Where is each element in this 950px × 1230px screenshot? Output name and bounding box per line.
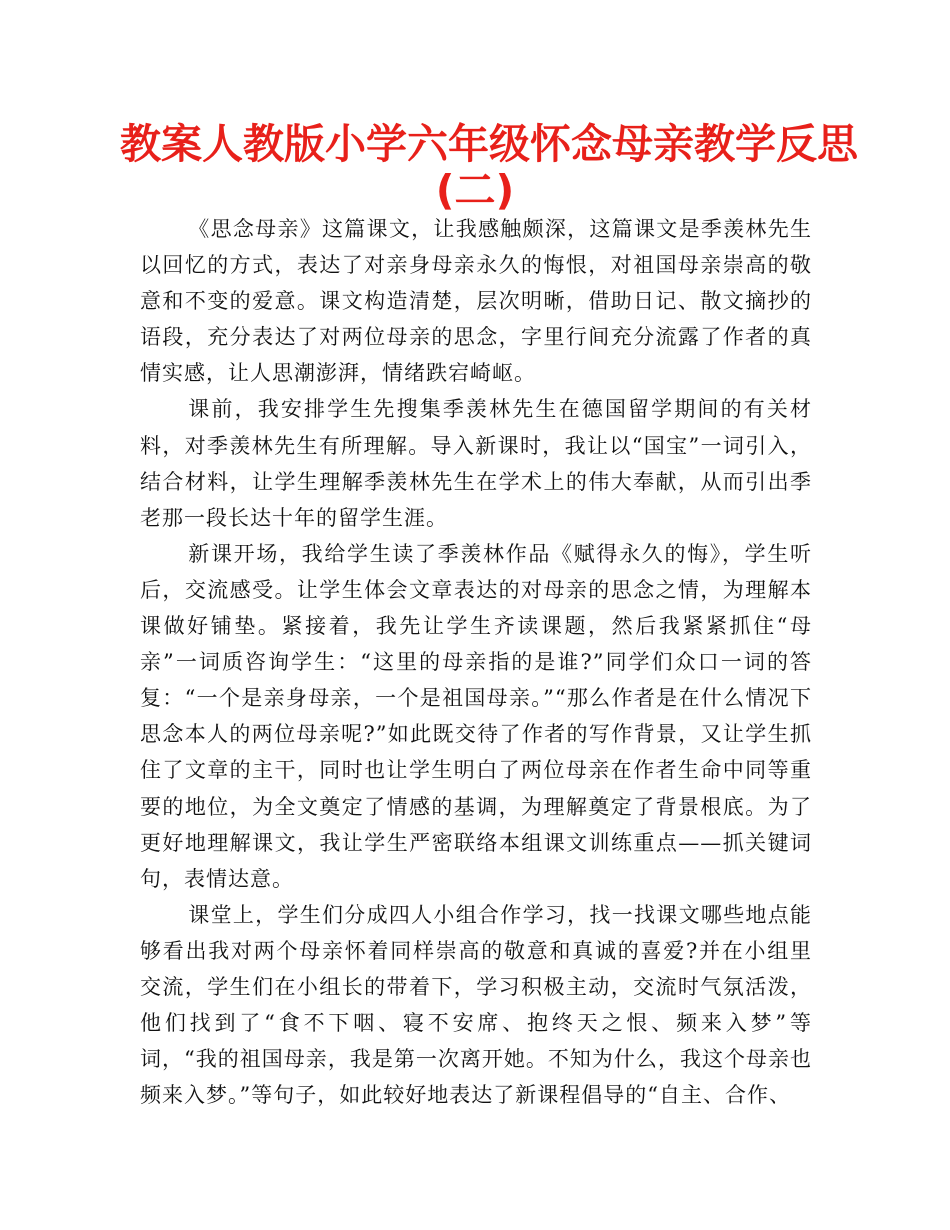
paragraph-3: 新课开场，我给学生读了季羡林作品《赋得永久的悔》，学生听后，交流感受。让学生体会文章表达的对母亲的思念之情，为理解本课做好铺垫。紧接着，我先让学生齐读课题，然后我紧紧抓住“母亲”一词质咨询学生：“这里的母亲指的是谁?”同学们众口一词的答复：“一个是亲身母亲，一个是祖国母亲。”“那么作者是在什么情况下思念本人的两位母亲呢?”如此既交待了作者的写作背景，又让学生抓住了文章的主干，同时也让学生明白了两位母亲在作者生命中同等重要的地位，为全文奠定了情感的基调，为理解奠定了背景根底。为了更好地理解课文，我让学生严密联络本组课文训练重点——抓关键词句，表情达意。: [140, 541, 812, 891]
document-body: [140, 211, 812, 1113]
document-title-line1: 教案人教版小学六年级怀念母亲教学反思: [120, 120, 858, 168]
paragraph-4: 课堂上，学生们分成四人小组合作学习，找一找课文哪些地点能够看出我对两个母亲怀着同样崇高的敬意和真诚的喜爱?并在小组里交流，学生们在小组长的带着下，学习积极主动，交流时气氛活泼，他们找到了“食不下咽、寝不安席、抱终天之恨、频来入梦”等词，“我的祖国母亲，我是第一次离开她。不知为什么，我这个母亲也频来入梦。”等句子，如此较好地表达了新课程倡导的“自主、合作、: [140, 902, 812, 1108]
paragraph-1: 《思念母亲》这篇课文，让我感触颇深，这篇课文是季羡林先生以回忆的方式，表达了对亲身母亲永久的悔恨，对祖国母亲崇高的敬意和不变的爱意。课文构造清楚，层次明晰，借助日记、散文摘抄的语段，充分表达了对两位母亲的思念，字里行间充分流露了作者的真情实感，让人思潮澎湃，情绪跌宕崎岖。: [140, 217, 812, 386]
document-title-line2: (二): [435, 166, 515, 214]
paragraph-2: 课前，我安排学生先搜集季羡林先生在德国留学期间的有关材料，对季羡林先生有所理解。导入新课时，我让以“国宝”一词引入，结合材料，让学生理解季羡林先生在学术上的伟大奉献，从而引出季老那一段长达十年的留学生涯。: [140, 397, 812, 530]
